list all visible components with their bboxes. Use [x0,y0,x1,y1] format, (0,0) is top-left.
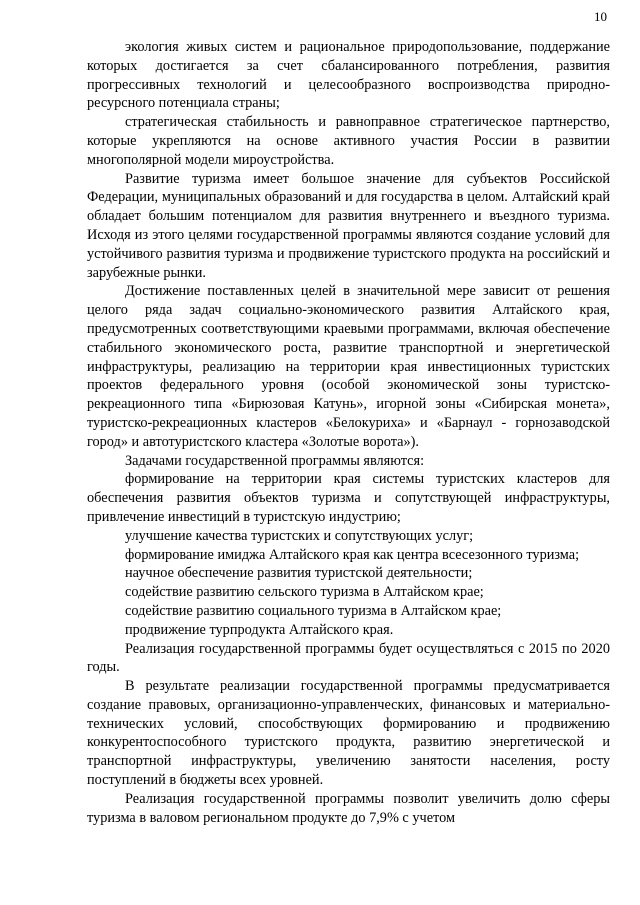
document-body [87,38,610,827]
paragraph-results: В результате реализации государственной программы предусматривается создание правовых, организационно-управленческих, финансовых и материально-технических условий, способствующих формированию и продвижению конкурентоспособного туристского продукта, развитию энергетической и транспортной инфраструктуры, увеличению занятости населения, росту поступлений в бюджеты всех уровней. [87,678,610,789]
paragraph-achievement-conditions: Достижение поставленных целей в значительной мере зависит от решения целого ряда задач социально-экономического развития Алтайского края, предусмотренных соответствующими краевыми программами, включая обеспечение стабильного экономического роста, развитие транспортной и энергетической инфраструктуры, реализацию на территории края инвестиционных туристских проектов федерального уровня (особой экономической зоны туристско-рекреационного типа «Бирюзовая Катунь», игорной зоны «Сибирская монета», туристско-рекреационных кластеров «Белокуриха» и «Барнаул - горнозаводской город» и автотуристского кластера «Золотые ворота»). [87,283,610,450]
paragraph-gdp-share: Реализация государственной программы позволит увеличить долю сферы туризма в валовом региональном продукте до 7,9% с учетом [87,790,610,826]
paragraph-task-science: научное обеспечение развития туристской деятельности; [125,565,473,582]
paragraph-implementation-period: Реализация государственной программы будет осуществляться с 2015 по 2020 годы. [87,640,610,676]
paragraph-task-promotion: продвижение турпродукта Алтайского края. [125,621,394,638]
paragraph-tourism-importance: Развитие туризма имеет большое значение для субъектов Российской Федерации, муниципальных образований и для государства в целом. Алтайский край обладает большим потенциалом для развития внутреннего и въездного туризма. Исходя из этого целями государственной программы являются создание условий для устойчивого развития туризма и продвижение туристского продукта на российский и зарубежные рынки. [87,170,610,281]
paragraph-tasks-heading: Задачами государственной программы являются: [125,452,425,469]
paragraph-task-social: содействие развитию социального туризма в Алтайском крае; [125,602,502,619]
paragraph-task-rural: содействие развитию сельского туризма в Алтайском крае; [125,584,484,601]
page-number: 10 [594,9,607,24]
paragraph-goal-partnership: стратегическая стабильность и равноправное стратегическое партнерство, которые укрепляются на основе активного участия России в развитии многополярной модели мироустройства. [87,114,610,168]
paragraph-task-quality: улучшение качества туристских и сопутствующих услуг; [125,527,474,544]
paragraph-task-image: формирование имиджа Алтайского края как центра всесезонного туризма; [125,546,580,563]
paragraph-goal-ecology: экология живых систем и рациональное природопользование, поддержание которых достигается за счет сбалансированного потребления, развития прогрессивных технологий и целесообразного воспроизводства природно-ресурсного потенциала страны; [87,39,610,112]
paragraph-task-clusters: формирование на территории края системы туристских кластеров для обеспечения развития объектов туризма и сопутствующей инфраструктуры, привлечение инвестиций в туристскую индустрию; [87,471,610,525]
